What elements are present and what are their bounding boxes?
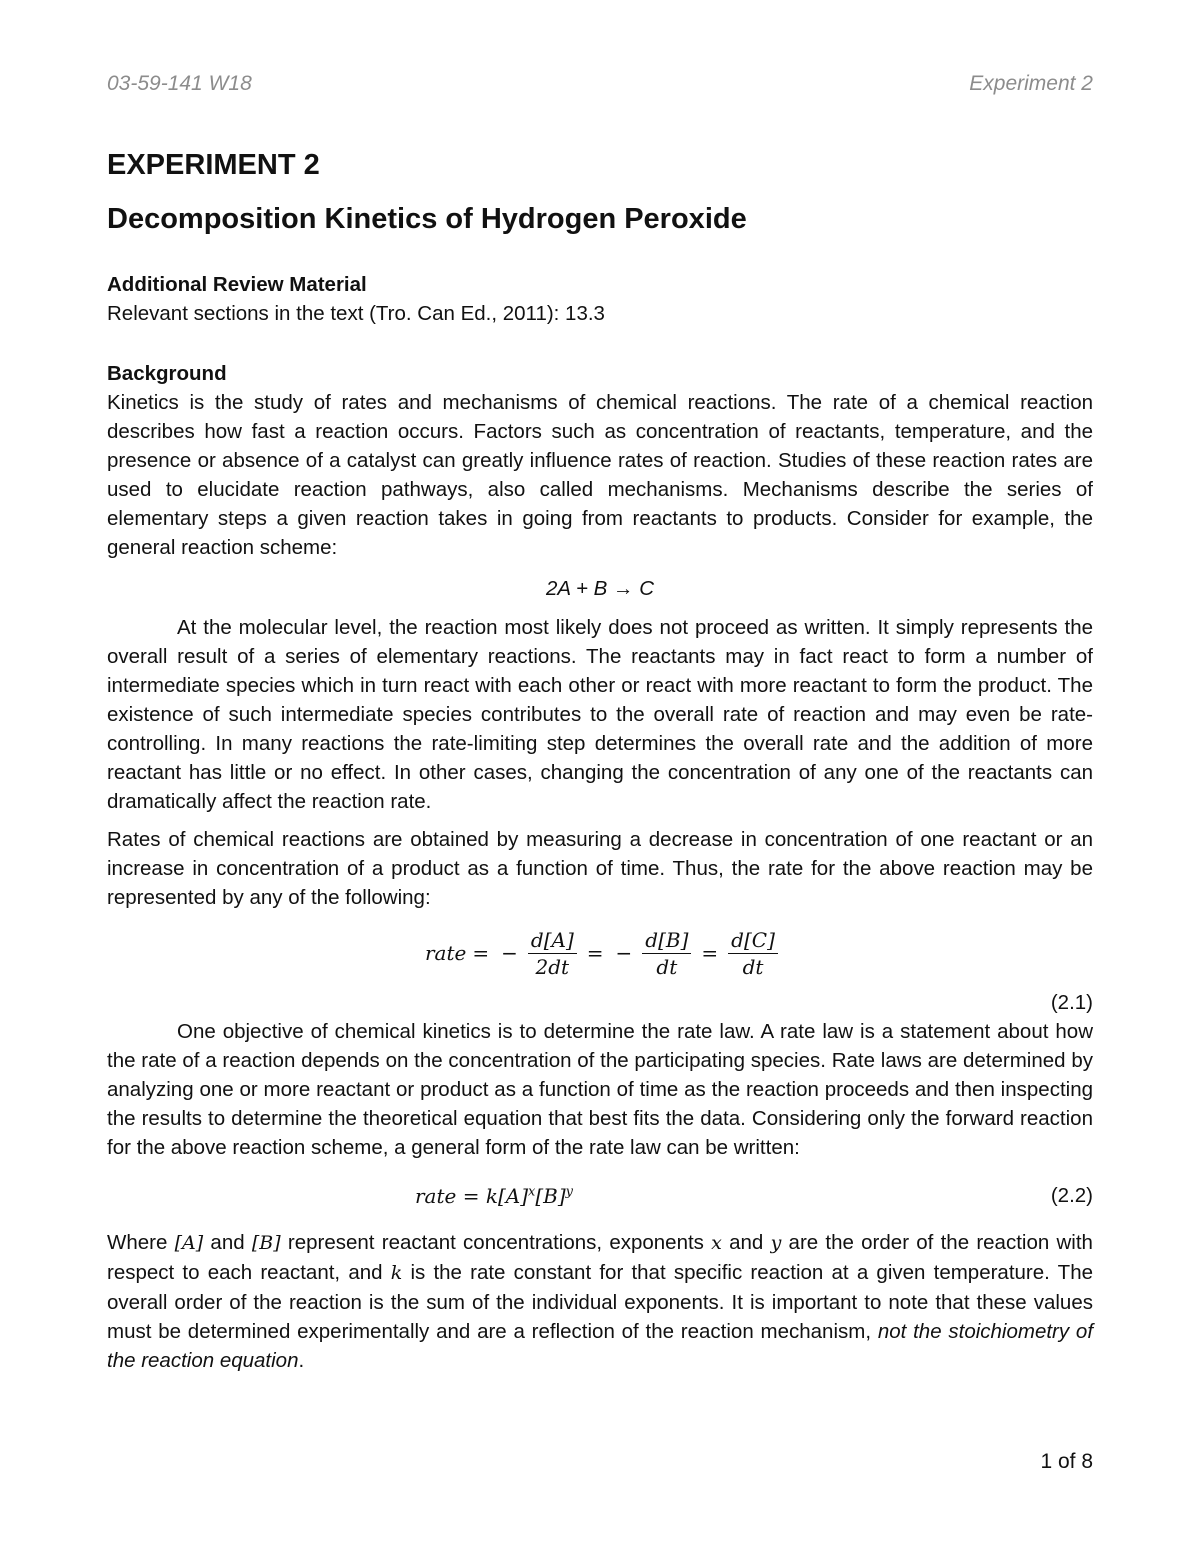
p5-text-5: are the order of the reaction with respect to each reactant, and (107, 1231, 1093, 1284)
eq2-mid: [B] (535, 1184, 566, 1208)
eq1-equals-3: = (701, 941, 719, 965)
p5-symbol-x: x (711, 1232, 722, 1254)
eq1-lhs: rate (425, 941, 467, 965)
eq1-fraction-c (728, 927, 778, 980)
reaction-scheme: 2A + B → C (545, 577, 655, 600)
background-paragraph-1: Kinetics is the study of rates and mechanisms of chemical reactions. The rate of a chemical reaction describes how fast a reaction occurs. Factors such as concentration of reactants, temperature, and the presence or absence of a catalyst can greatly influence rates of reaction. Studies of these reaction rates are used to elucidate reaction pathways, also called mechanisms. Mechanisms describe the series of elementary steps a given reaction takes in going from reactants to products. Consider for example, the general reaction scheme: (107, 391, 1093, 559)
page-header (107, 72, 1093, 96)
background-paragraph-3: Rates of chemical reactions are obtained by measuring a decrease in concentration of one reactant or an increase in concentration of a product as a function of time. Thus, the rate for the above reaction may be represented by any of the following: (107, 828, 1093, 909)
p5-text-4: and (721, 1231, 771, 1254)
review-text: Relevant sections in the text (Tro. Can Ed., 2011): 13.3 (107, 302, 605, 325)
eq1-frac-a-denominator: 2dt (535, 954, 570, 979)
p5-text-1: Where (107, 1231, 175, 1254)
p5-text-3: represent reactant concentrations, exponents (280, 1231, 712, 1254)
document-body (107, 145, 1093, 1375)
p5-text-6: is the rate constant for that specific reaction at a given temperature. The overall order of the reaction is the sum of the individual exponents. It is important to note that these values must be determined experimentally and are a reflection of the reaction mechanism, (107, 1261, 1093, 1343)
eq1-frac-a-numerator: d[A] (528, 927, 577, 954)
document-subtitle: Decomposition Kinetics of Hydrogen Peroxide (107, 203, 747, 235)
review-heading: Additional Review Material (107, 273, 367, 296)
eq1-minus-2: − (615, 941, 633, 965)
p5-text-2: and (203, 1231, 252, 1254)
eq2-base: rate = k[A] (415, 1184, 528, 1208)
eq1-frac-c-numerator: d[C] (728, 927, 778, 954)
eq1-fraction-b (642, 927, 691, 980)
p5-text-7: . (298, 1349, 305, 1372)
rate-equation-2-1 (107, 918, 1093, 988)
rate-law-equation-2-2 (107, 1178, 1093, 1218)
eq2-exponent-x: x (528, 1184, 536, 1200)
header-course-code: 03-59-141 W18 (107, 72, 252, 95)
background-heading: Background (107, 362, 227, 385)
header-experiment-label: Experiment 2 (969, 72, 1093, 95)
equation-number-2-1: (2.1) (1050, 991, 1093, 1014)
p5-emphasis: not the stoichiometry of the reaction equation (107, 1320, 1094, 1372)
eq1-frac-b-denominator: dt (656, 954, 678, 979)
equation-number-2-2: (2.2) (1050, 1184, 1093, 1207)
p5-symbol-y: y (770, 1232, 782, 1254)
eq1-equals-2: = (586, 941, 604, 965)
eq1-frac-c-denominator: dt (742, 954, 764, 979)
p5-symbol-a: [A] (174, 1232, 204, 1254)
background-paragraph-4: One objective of chemical kinetics is to determine the rate law. A rate law is a statement about how the rate of a reaction depends on the concentration of the participating species. Rate laws are determined by analyzing one or more reactant or product as a function of time as the reaction proceeds and then inspecting the results to determine the theoretical equation that best fits the data. Considering only the forward reaction for the above reaction scheme, a general form of the rate law can be written: (107, 1020, 1093, 1159)
background-paragraph-2: At the molecular level, the reaction most likely does not proceed as written. It simply represents the overall result of a series of elementary reactions. The reactants may in fact react to form a number of intermediate species which in turn react with each other or react with more reactant to form the product. The existence of such intermediate species contributes to the overall rate of reaction and may even be rate-controlling. In many reactions the rate-limiting step determines the overall rate and the addition of more reactant has little or no effect. In other cases, changing the concentration of any one of the reactants can dramatically affect the reaction rate. (107, 616, 1093, 813)
eq1-equals-1: = (472, 941, 490, 965)
page-number: 1 of 8 (1040, 1450, 1093, 1473)
eq2-expression (415, 1184, 573, 1208)
background-paragraph-5 (107, 1228, 1093, 1375)
eq2-exponent-y: y (565, 1184, 574, 1200)
document-title: EXPERIMENT 2 (107, 149, 320, 181)
eq1-minus-1: − (501, 941, 518, 965)
eq1-fraction-a (528, 927, 577, 980)
p5-symbol-b: [B] (251, 1232, 281, 1254)
p5-symbol-k: k (390, 1262, 403, 1284)
eq1-frac-b-numerator: d[B] (642, 927, 691, 954)
